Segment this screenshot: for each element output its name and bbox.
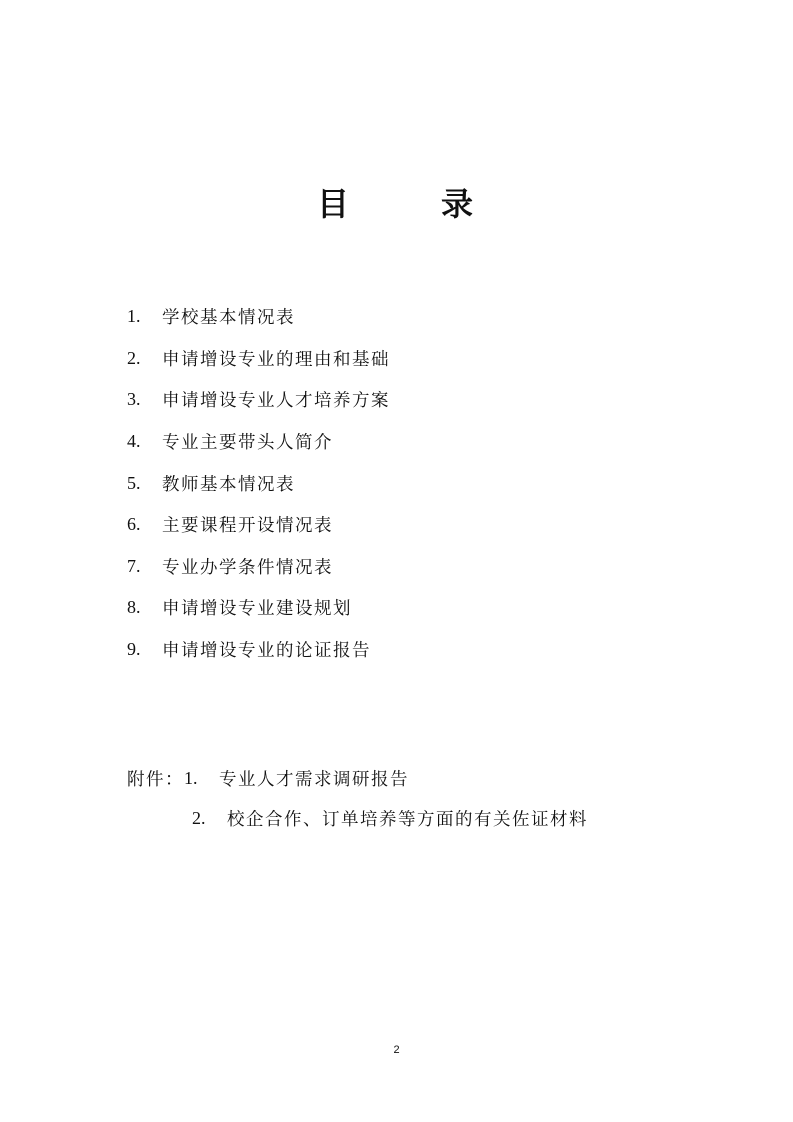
toc-item-number: 5. — [127, 472, 141, 493]
appendix-item-number: 1. — [184, 767, 198, 788]
toc-item-text: 学校基本情况表 — [162, 308, 295, 329]
table-of-contents — [127, 296, 390, 670]
toc-item — [127, 338, 390, 380]
toc-item — [127, 421, 390, 463]
title-char-1: 目 — [317, 185, 350, 223]
toc-item-text: 教师基本情况表 — [162, 474, 295, 495]
appendix-item — [127, 758, 588, 798]
appendix-label: 附件： — [127, 769, 184, 790]
appendix-item — [127, 798, 588, 838]
toc-item-text: 主要课程开设情况表 — [162, 516, 333, 537]
appendix-item-text: 校企合作、订单培养等方面的有关佐证材料 — [227, 809, 588, 830]
toc-item-text: 申请增设专业的论证报告 — [162, 641, 371, 662]
appendix-item-number: 2. — [192, 807, 206, 828]
toc-item-number: 1. — [127, 306, 141, 327]
toc-item-number: 8. — [127, 597, 141, 618]
title-char-2: 录 — [441, 185, 474, 223]
toc-item — [127, 462, 390, 504]
toc-item-text: 申请增设专业人才培养方案 — [162, 391, 390, 412]
toc-item-text: 专业主要带头人简介 — [162, 433, 333, 454]
toc-item — [127, 296, 390, 338]
toc-item — [127, 504, 390, 546]
toc-item-number: 4. — [127, 431, 141, 452]
appendix-item-text: 专业人才需求调研报告 — [219, 769, 409, 790]
toc-item-number: 3. — [127, 389, 141, 410]
appendix-section — [127, 758, 588, 838]
toc-item-number: 9. — [127, 639, 141, 660]
page-title — [0, 182, 793, 226]
toc-item-text: 申请增设专业建设规划 — [162, 599, 352, 620]
toc-item-number: 2. — [127, 347, 141, 368]
toc-item-text: 申请增设专业的理由和基础 — [162, 349, 390, 370]
toc-item-text: 专业办学条件情况表 — [162, 557, 333, 578]
toc-item-number: 6. — [127, 514, 141, 535]
page-number: 2 — [393, 1044, 400, 1056]
toc-item-number: 7. — [127, 555, 141, 576]
toc-item — [127, 629, 390, 671]
toc-item — [127, 587, 390, 629]
toc-item — [127, 546, 390, 588]
toc-item — [127, 379, 390, 421]
